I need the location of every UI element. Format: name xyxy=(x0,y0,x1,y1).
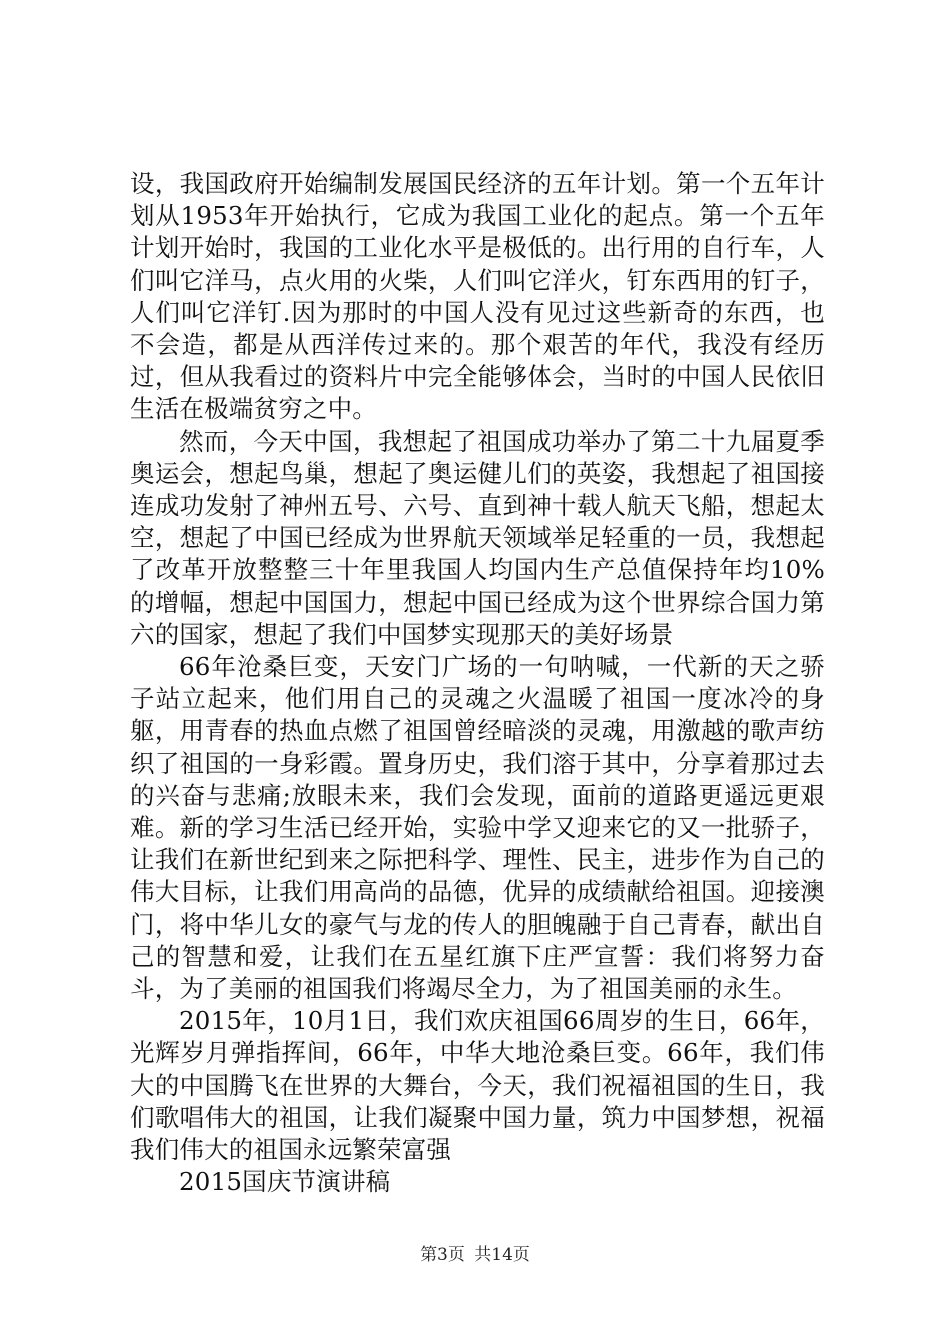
page-footer xyxy=(0,1244,950,1266)
paragraph-reflection: 然而，今天中国，我想起了祖国成功举办了第二十九届夏季奥运会，想起鸟巢，想起了奥运健儿们的英姿，我想起了祖国接连成功发射了神州五号、六号、直到神十载人航天飞船，想起太空，想起了中国已经成为世界航天领域举足轻重的一员，我想起了改革开放整整三十年里我国人均国内生产总值保持年均10%的增幅，想起中国国力，想起中国已经成为这个世界综合国力第六的国家，想起了我们中国梦实现那天的美好场景 xyxy=(130,426,825,649)
page-number: 第3页 xyxy=(420,1245,465,1265)
paragraph-history: 66年沧桑巨变，天安门广场的一句呐喊，一代新的天之骄子站立起来，他们用自己的灵魂之火温暖了祖国一度冰冷的身躯，用青春的热血点燃了祖国曾经暗淡的灵魂，用激越的歌声纺织了祖国的一身彩霞。置身历史，我们溶于其中，分享着那过去的兴奋与悲痛;放眼未来，我们会发现，面前的道路更遥远更艰难。新的学习生活已经开始，实验中学又迎来它的又一批骄子，让我们在新世纪到来之际把科学、理性、民主，进步作为自己的伟大目标，让我们用高尚的品德，优异的成绩献给祖国。迎接澳门，将中华儿女的豪气与龙的传人的胆魄融于自己青春，献出自己的智慧和爱，让我们在五星红旗下庄严宣誓：我们将努力奋斗，为了美丽的祖国我们将竭尽全力，为了祖国美丽的永生。 xyxy=(130,652,825,1004)
document-body xyxy=(130,168,825,1199)
paragraph-continued: 设，我国政府开始编制发展国民经济的五年计划。第一个五年计划从1953年开始执行，它成为我国工业化的起点。第一个五年计划开始时，我国的工业化水平是极低的。出行用的自行车，人们叫它洋马，点火用的火柴，人们叫它洋火，钉东西用的钉子，人们叫它洋钉.因为那时的中国人没有见过这些新奇的东西，也不会造，都是从西洋传过来的。那个艰苦的年代，我没有经历过，但从我看过的资料片中完全能够体会，当时的中国人民依旧生活在极端贫穷之中。 xyxy=(130,169,825,424)
document-title-line: 2015国庆节演讲稿 xyxy=(179,1167,391,1197)
paragraph-celebration: 2015年，10月1日，我们欢庆祖国66周岁的生日，66年，光辉岁月弹指挥间，66年，中华大地沧桑巨变。66年，我们伟大的中国腾飞在世界的大舞台，今天，我们祝福祖国的生日，我们歌唱伟大的祖国，让我们凝聚中国力量，筑力中国梦想，祝福我们伟大的祖国永远繁荣富强 xyxy=(130,1006,825,1165)
page-total: 共14页 xyxy=(474,1245,530,1265)
